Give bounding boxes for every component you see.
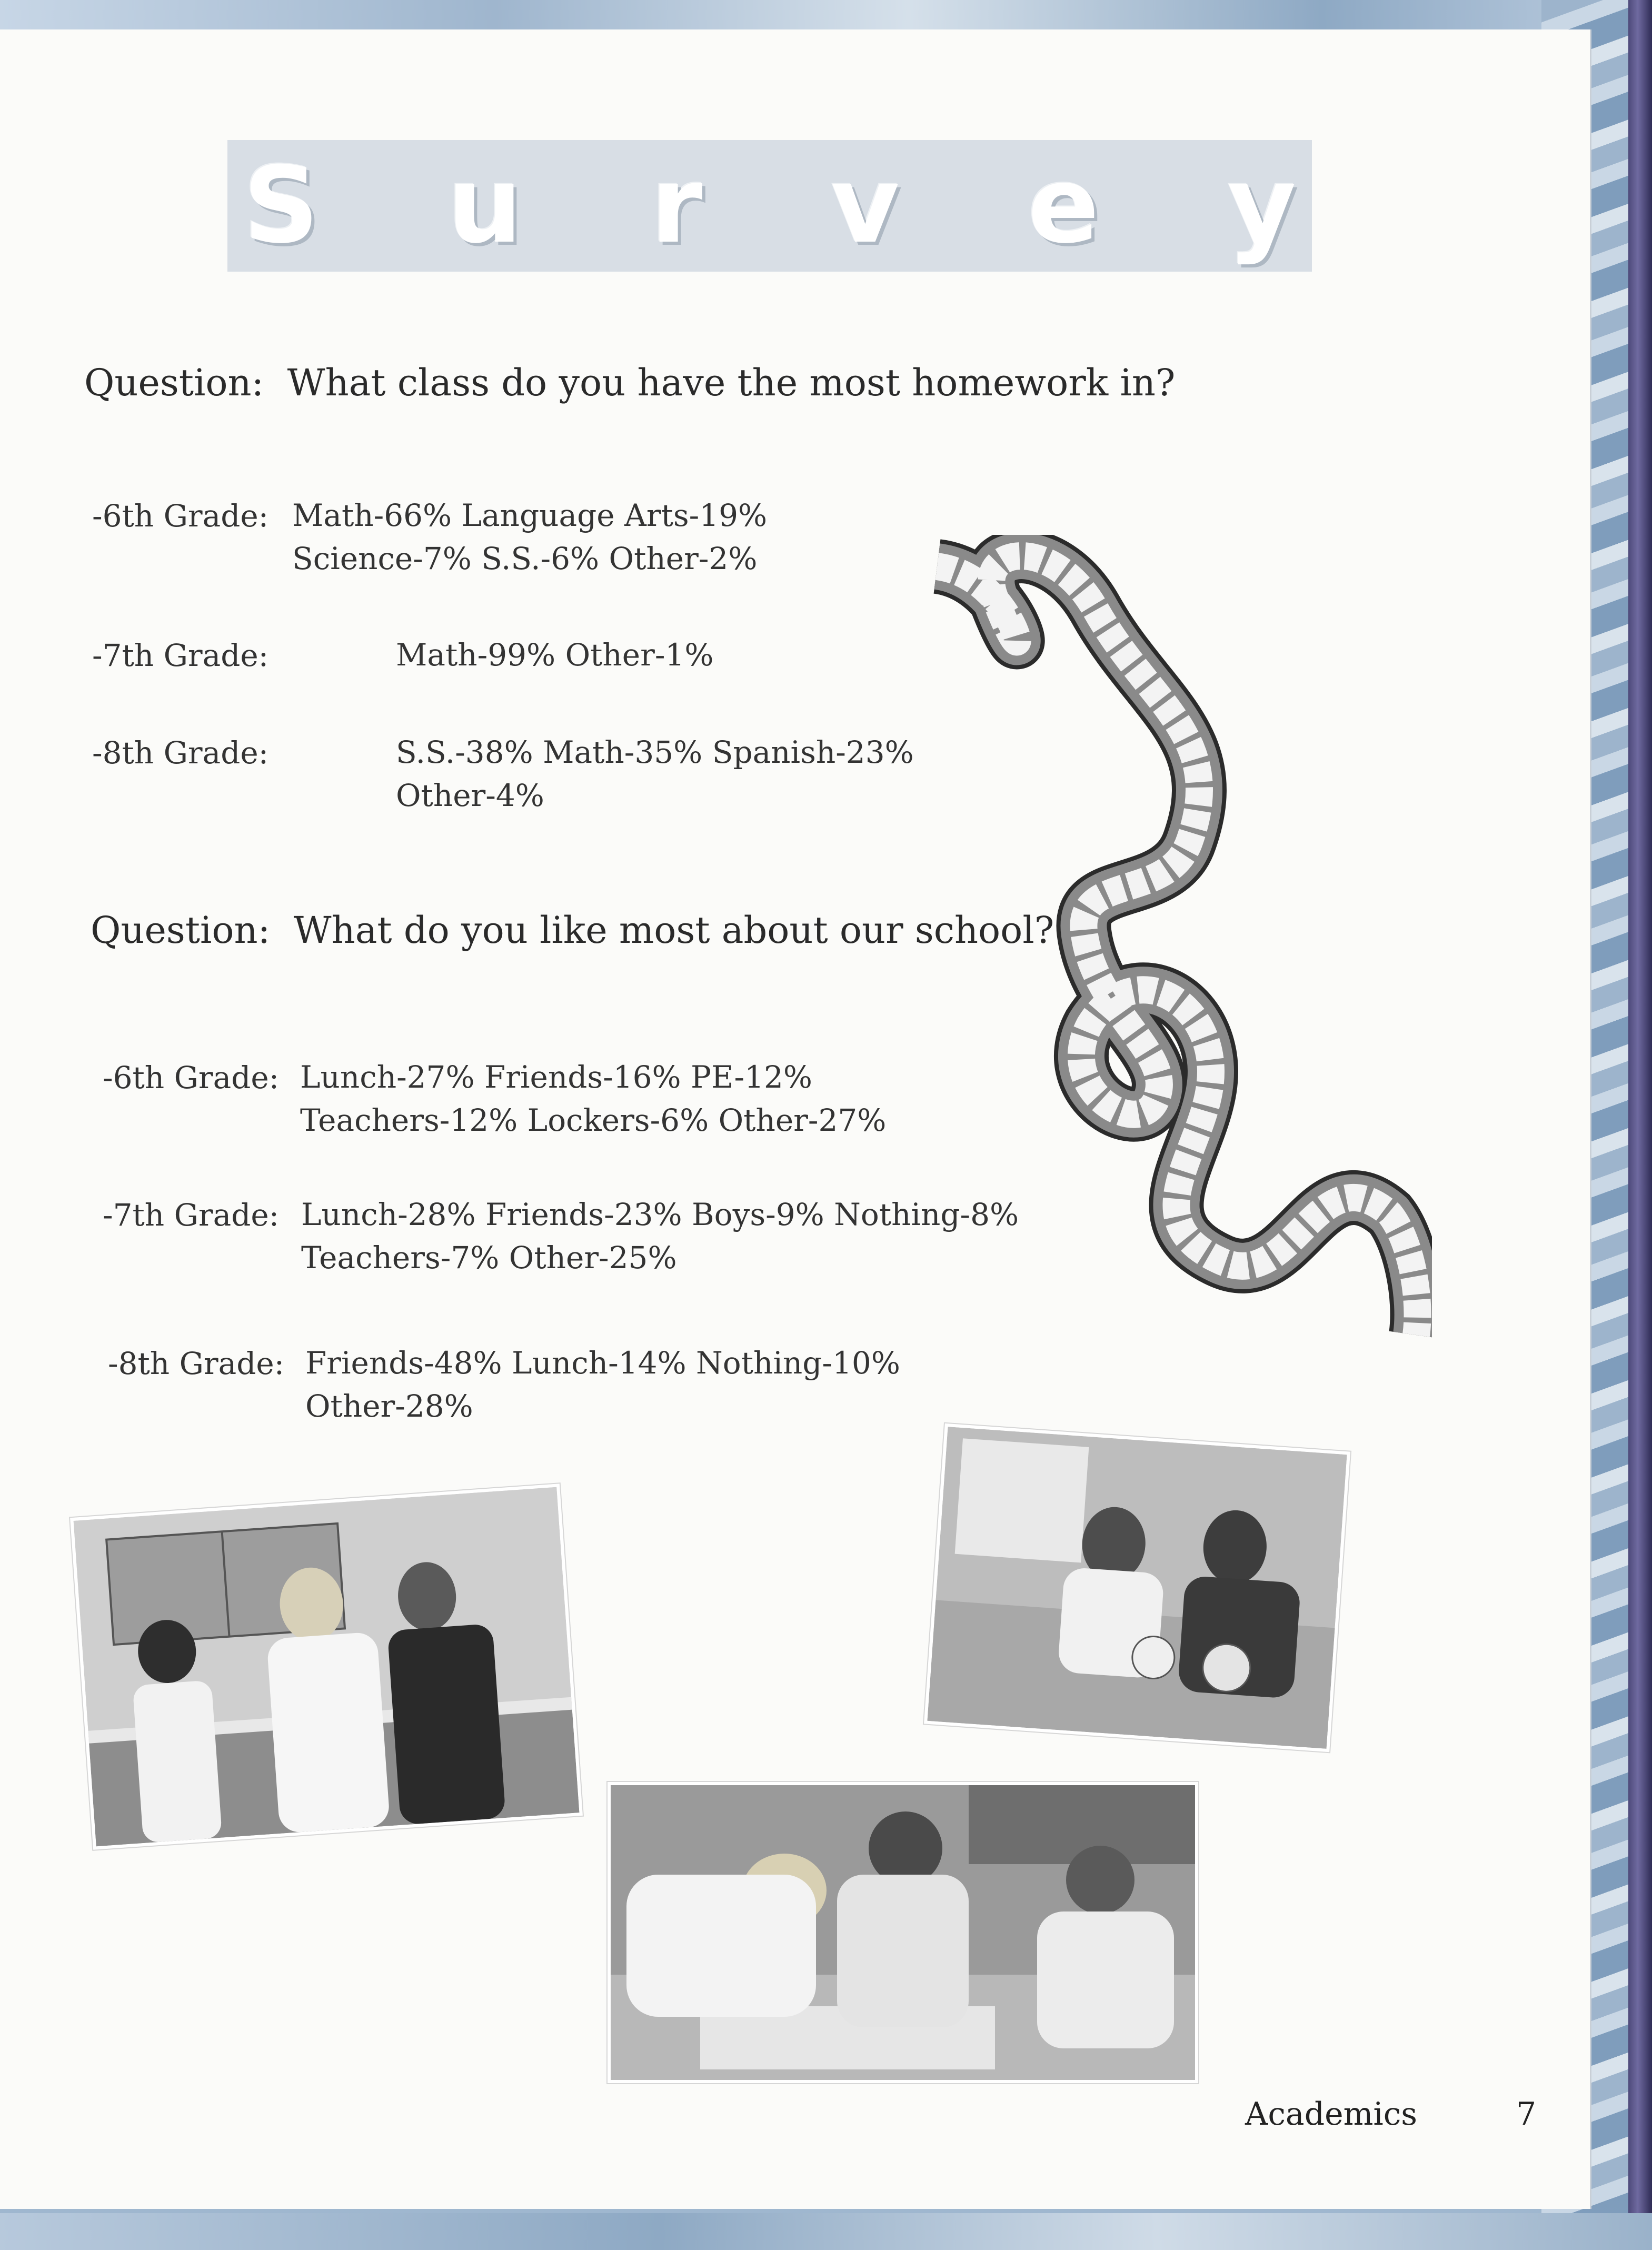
craft-photo bbox=[927, 1427, 1347, 1749]
floor-poster-photo-image bbox=[611, 1785, 1195, 2080]
answer-line: Lunch-28% Friends-23% Boys-9% Nothing-8% bbox=[301, 1197, 1019, 1232]
s1-grade-8-answers bbox=[396, 731, 914, 817]
cover-frame-top bbox=[0, 0, 1652, 32]
title-letter: v bbox=[831, 144, 900, 267]
title-letter: S bbox=[243, 144, 320, 267]
craft-photo-image bbox=[927, 1427, 1347, 1749]
page-number: 7 bbox=[1516, 2096, 1537, 2133]
answer-line: Teachers-12% Lockers-6% Other-27% bbox=[300, 1102, 887, 1138]
s1-grade-6-answers bbox=[292, 494, 767, 580]
s2-grade-8-answers bbox=[305, 1341, 900, 1428]
s2-grade-6-label: -6th Grade: bbox=[103, 1060, 280, 1096]
answer-line: Math-66% Language Arts-19% bbox=[292, 497, 768, 533]
kitchen-photo bbox=[73, 1487, 579, 1847]
floor-poster-photo bbox=[611, 1785, 1195, 2080]
s2-grade-7-label: -7th Grade: bbox=[103, 1197, 280, 1233]
title-letter: e bbox=[1028, 144, 1099, 267]
answer-line: Other-4% bbox=[396, 778, 544, 813]
title-letter: r bbox=[650, 144, 703, 267]
question-2 bbox=[91, 909, 1054, 952]
kitchen-photo-image bbox=[73, 1487, 579, 1847]
question-label: Question: bbox=[84, 361, 264, 404]
page bbox=[0, 29, 1591, 2209]
title-letter: y bbox=[1227, 144, 1296, 267]
survey-title-band bbox=[227, 140, 1312, 272]
cover-frame-bottom bbox=[0, 2213, 1652, 2250]
s1-grade-6-label: -6th Grade: bbox=[92, 498, 269, 534]
s1-grade-7-label: -7th Grade: bbox=[92, 638, 269, 673]
answer-line: Friends-48% Lunch-14% Nothing-10% bbox=[305, 1345, 900, 1381]
question-1 bbox=[84, 361, 1175, 404]
answer-line: Teachers-7% Other-25% bbox=[301, 1240, 677, 1276]
answer-line: Science-7% S.S.-6% Other-2% bbox=[292, 541, 758, 576]
s1-grade-8-label: -8th Grade: bbox=[92, 735, 269, 771]
question-label: Question: bbox=[91, 909, 271, 952]
question-text: What class do you have the most homework in? bbox=[287, 361, 1176, 404]
answer-line: S.S.-38% Math-35% Spanish-23% bbox=[396, 734, 914, 770]
film-strip-ribbon bbox=[916, 535, 1432, 1351]
footer-section-name: Academics bbox=[1245, 2096, 1418, 2133]
answer-line: Other-28% bbox=[305, 1388, 473, 1424]
question-text: What do you like most about our school? bbox=[293, 909, 1054, 952]
book-spine-edge bbox=[1628, 0, 1652, 2250]
s2-grade-6-answers bbox=[300, 1056, 886, 1142]
s1-grade-7-answers bbox=[396, 633, 713, 676]
title-letter: u bbox=[447, 144, 523, 267]
s2-grade-8-label: -8th Grade: bbox=[108, 1346, 285, 1381]
answer-line: Lunch-27% Friends-16% PE-12% bbox=[300, 1059, 813, 1095]
answer-line: Math-99% Other-1% bbox=[396, 637, 714, 673]
s2-grade-7-answers bbox=[301, 1193, 1019, 1279]
